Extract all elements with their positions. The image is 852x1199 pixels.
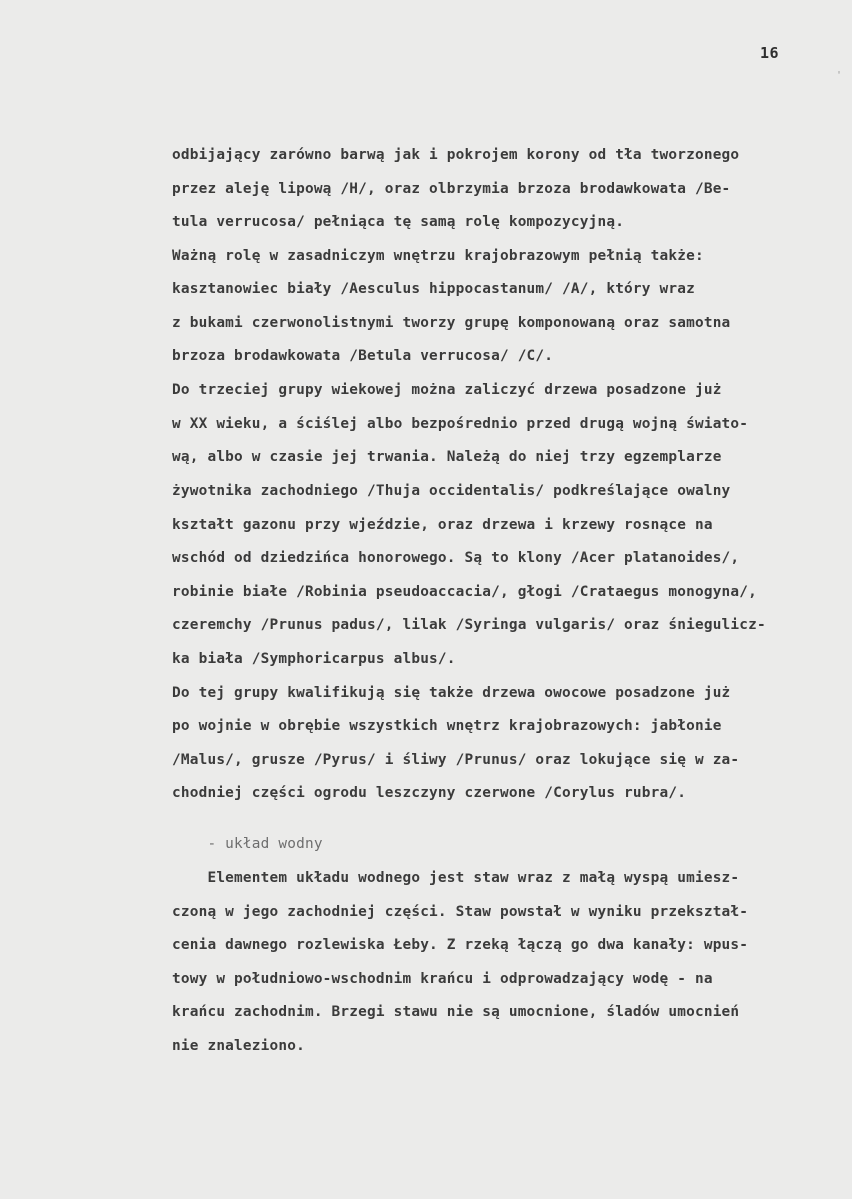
text-line: Do tej grupy kwalifikują się także drzewa owocowe posadzone już — [172, 685, 731, 701]
text-line: żywotnika zachodniego /Thuja occidentalis/ podkreślające owalny — [172, 483, 731, 499]
text-line: chodniej części ogrodu leszczyny czerwone /Corylus rubra/. — [172, 785, 687, 801]
text-line: towy w południowo-wschodnim krańcu i odprowadzający wodę - na — [172, 971, 713, 987]
text-line: odbijający zarówno barwą jak i pokrojem korony od tła tworzonego — [172, 147, 740, 163]
text-line: Do trzeciej grupy wiekowej można zaliczyć drzewa posadzone już — [172, 382, 722, 398]
text-line: brzoza brodawkowata /Betula verrucosa/ /C/. — [172, 348, 554, 364]
text-line: czoną w jego zachodniej części. Staw powstał w wyniku przekształ- — [172, 904, 749, 920]
text-line: cenia dawnego rozlewiska Łeby. Z rzeką łączą go dwa kanały: wpus- — [172, 937, 749, 953]
text-line: Ważną rolę w zasadniczym wnętrzu krajobrazowym pełnią także: — [172, 248, 704, 264]
text-line: wschód od dziedzińca honorowego. Są to klony /Acer platanoides/, — [172, 550, 740, 566]
page-number: 16 — [760, 44, 780, 62]
section-heading: - układ wodny — [172, 836, 323, 852]
text-line: nie znaleziono. — [172, 1038, 305, 1054]
text-line: czeremchy /Prunus padus/, lilak /Syringa vulgaris/ oraz śniegulicz- — [172, 617, 766, 633]
text-line: Elementem układu wodnego jest staw wraz z małą wyspą umiesz- — [172, 870, 740, 886]
text-line: krańcu zachodnim. Brzegi stawu nie są umocnione, śladów umocnień — [172, 1004, 740, 1020]
text-line: kasztanowiec biały /Aesculus hippocastanum/ /A/, który wraz — [172, 281, 695, 297]
text-line: ka biała /Symphoricarpus albus/. — [172, 651, 456, 667]
text-line: wą, albo w czasie jej trwania. Należą do niej trzy egzemplarze — [172, 449, 722, 465]
corner-mark: ' — [836, 70, 843, 81]
text-line: po wojnie w obrębie wszystkich wnętrz krajobrazowych: jabłonie — [172, 718, 722, 734]
text-line: z bukami czerwonolistnymi tworzy grupę komponowaną oraz samotna — [172, 315, 731, 331]
text-line: /Malus/, grusze /Pyrus/ i śliwy /Prunus/ oraz lokujące się w za- — [172, 752, 740, 768]
text-line: kształt gazonu przy wjeździe, oraz drzewa i krzewy rosnące na — [172, 517, 713, 533]
text-line: robinie białe /Robinia pseudoaccacia/, głogi /Crataegus monogyna/, — [172, 584, 758, 600]
text-line: przez aleję lipową /H/, oraz olbrzymia brzoza brodawkowata /Be- — [172, 181, 731, 197]
text-line: tula verrucosa/ pełniąca tę samą rolę kompozycyjną. — [172, 214, 625, 230]
text-line: w XX wieku, a ściślej albo bezpośrednio przed drugą wojną świato- — [172, 416, 749, 432]
